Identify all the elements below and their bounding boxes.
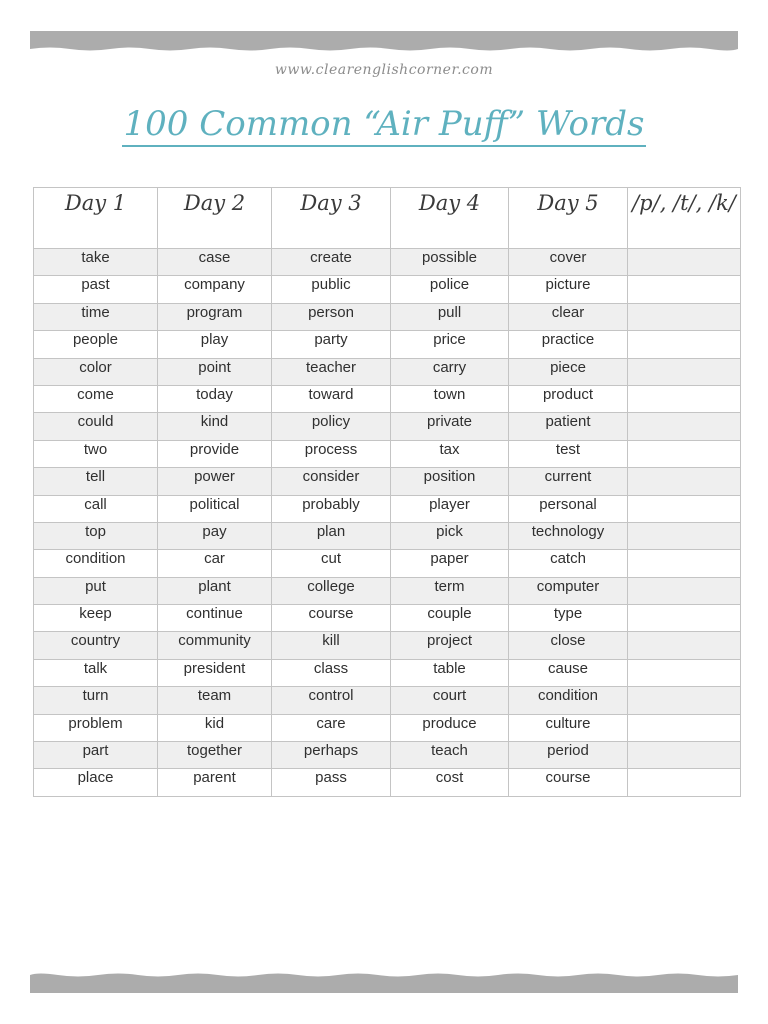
word-cell: probably: [272, 495, 391, 522]
word-cell: power: [158, 468, 272, 495]
word-cell: [628, 249, 741, 276]
table-row: [34, 687, 741, 714]
word-cell: test: [509, 440, 628, 467]
word-cell: process: [272, 440, 391, 467]
word-cell: [628, 303, 741, 330]
table-row: [34, 303, 741, 330]
column-header-day-4: Day 4: [391, 188, 509, 249]
word-cell: couple: [391, 605, 509, 632]
word-cell: policy: [272, 413, 391, 440]
word-cell: part: [34, 742, 158, 769]
word-cell: cover: [509, 249, 628, 276]
top-band-torn-edge: [30, 46, 738, 54]
word-cell: together: [158, 742, 272, 769]
word-cell: call: [34, 495, 158, 522]
word-cell: [628, 440, 741, 467]
word-cell: kill: [272, 632, 391, 659]
word-cell: president: [158, 659, 272, 686]
word-cell: continue: [158, 605, 272, 632]
word-cell: [628, 468, 741, 495]
word-cell: two: [34, 440, 158, 467]
column-header-day-3: Day 3: [272, 188, 391, 249]
word-cell: picture: [509, 276, 628, 303]
table-row: [34, 769, 741, 796]
table-row: [34, 440, 741, 467]
word-cell: [628, 577, 741, 604]
word-cell: produce: [391, 714, 509, 741]
word-cell: court: [391, 687, 509, 714]
word-cell: player: [391, 495, 509, 522]
word-cell: plant: [158, 577, 272, 604]
table-row: [34, 550, 741, 577]
column-header-day-5: Day 5: [509, 188, 628, 249]
word-cell: play: [158, 331, 272, 358]
word-cell: public: [272, 276, 391, 303]
word-cell: [628, 769, 741, 796]
word-cell: pick: [391, 522, 509, 549]
word-cell: talk: [34, 659, 158, 686]
word-cell: practice: [509, 331, 628, 358]
word-cell: condition: [509, 687, 628, 714]
word-cell: country: [34, 632, 158, 659]
word-cell: [628, 687, 741, 714]
word-cell: car: [158, 550, 272, 577]
word-cell: put: [34, 577, 158, 604]
word-cell: position: [391, 468, 509, 495]
page-title: [0, 104, 768, 144]
word-cell: kind: [158, 413, 272, 440]
word-cell: college: [272, 577, 391, 604]
top-decorative-band: [30, 31, 738, 51]
word-table-body: [34, 249, 741, 797]
table-row: [34, 632, 741, 659]
word-cell: parent: [158, 769, 272, 796]
table-row: [34, 742, 741, 769]
word-cell: [628, 358, 741, 385]
word-cell: consider: [272, 468, 391, 495]
table-row: [34, 659, 741, 686]
word-cell: course: [272, 605, 391, 632]
word-cell: carry: [391, 358, 509, 385]
word-cell: personal: [509, 495, 628, 522]
word-cell: patient: [509, 413, 628, 440]
word-cell: term: [391, 577, 509, 604]
word-cell: [628, 714, 741, 741]
word-cell: [628, 742, 741, 769]
word-cell: [628, 659, 741, 686]
word-cell: [628, 632, 741, 659]
word-cell: technology: [509, 522, 628, 549]
column-header-day-2: Day 2: [158, 188, 272, 249]
table-row: [34, 276, 741, 303]
word-table: [33, 187, 741, 797]
word-cell: time: [34, 303, 158, 330]
table-header-row: [34, 188, 741, 249]
word-cell: today: [158, 385, 272, 412]
table-row: [34, 495, 741, 522]
table-row: [34, 522, 741, 549]
word-cell: plan: [272, 522, 391, 549]
word-cell: case: [158, 249, 272, 276]
word-cell: table: [391, 659, 509, 686]
word-cell: teach: [391, 742, 509, 769]
word-cell: possible: [391, 249, 509, 276]
word-cell: current: [509, 468, 628, 495]
word-cell: pass: [272, 769, 391, 796]
word-cell: control: [272, 687, 391, 714]
word-cell: color: [34, 358, 158, 385]
word-cell: toward: [272, 385, 391, 412]
word-cell: kid: [158, 714, 272, 741]
word-cell: police: [391, 276, 509, 303]
word-cell: perhaps: [272, 742, 391, 769]
website-url: www.clearenglishcorner.com: [274, 62, 494, 78]
word-cell: political: [158, 495, 272, 522]
table-row: [34, 714, 741, 741]
word-cell: turn: [34, 687, 158, 714]
word-cell: cut: [272, 550, 391, 577]
word-cell: problem: [34, 714, 158, 741]
word-cell: town: [391, 385, 509, 412]
word-cell: party: [272, 331, 391, 358]
word-cell: clear: [509, 303, 628, 330]
word-cell: paper: [391, 550, 509, 577]
word-cell: [628, 385, 741, 412]
word-cell: tell: [34, 468, 158, 495]
word-cell: computer: [509, 577, 628, 604]
word-cell: point: [158, 358, 272, 385]
word-cell: come: [34, 385, 158, 412]
word-cell: [628, 605, 741, 632]
word-cell: cause: [509, 659, 628, 686]
table-row: [34, 605, 741, 632]
word-cell: [628, 495, 741, 522]
word-cell: place: [34, 769, 158, 796]
word-cell: keep: [34, 605, 158, 632]
word-cell: course: [509, 769, 628, 796]
table-row: [34, 577, 741, 604]
column-header-ptk: /p/, /t/, /k/: [628, 188, 741, 249]
word-cell: piece: [509, 358, 628, 385]
word-cell: company: [158, 276, 272, 303]
table-row: [34, 385, 741, 412]
word-cell: person: [272, 303, 391, 330]
page-title-text: 100 Common “Air Puff” Words: [122, 104, 647, 147]
table-row: [34, 331, 741, 358]
word-cell: create: [272, 249, 391, 276]
word-cell: product: [509, 385, 628, 412]
word-cell: could: [34, 413, 158, 440]
word-cell: care: [272, 714, 391, 741]
word-cell: [628, 413, 741, 440]
word-cell: top: [34, 522, 158, 549]
word-cell: [628, 522, 741, 549]
word-cell: past: [34, 276, 158, 303]
word-cell: team: [158, 687, 272, 714]
word-cell: catch: [509, 550, 628, 577]
word-cell: pull: [391, 303, 509, 330]
word-cell: culture: [509, 714, 628, 741]
word-cell: tax: [391, 440, 509, 467]
column-header-day-1: Day 1: [34, 188, 158, 249]
word-cell: class: [272, 659, 391, 686]
word-cell: period: [509, 742, 628, 769]
word-cell: people: [34, 331, 158, 358]
table-row: [34, 358, 741, 385]
word-cell: private: [391, 413, 509, 440]
word-cell: price: [391, 331, 509, 358]
bottom-band-torn-edge: [30, 970, 738, 978]
word-cell: program: [158, 303, 272, 330]
word-cell: pay: [158, 522, 272, 549]
word-cell: project: [391, 632, 509, 659]
word-cell: provide: [158, 440, 272, 467]
bottom-decorative-band: [30, 973, 738, 993]
word-cell: cost: [391, 769, 509, 796]
word-cell: community: [158, 632, 272, 659]
word-cell: [628, 550, 741, 577]
word-cell: close: [509, 632, 628, 659]
word-cell: [628, 331, 741, 358]
table-row: [34, 249, 741, 276]
word-cell: [628, 276, 741, 303]
table-row: [34, 468, 741, 495]
word-cell: teacher: [272, 358, 391, 385]
word-cell: type: [509, 605, 628, 632]
word-cell: take: [34, 249, 158, 276]
table-row: [34, 413, 741, 440]
word-cell: condition: [34, 550, 158, 577]
